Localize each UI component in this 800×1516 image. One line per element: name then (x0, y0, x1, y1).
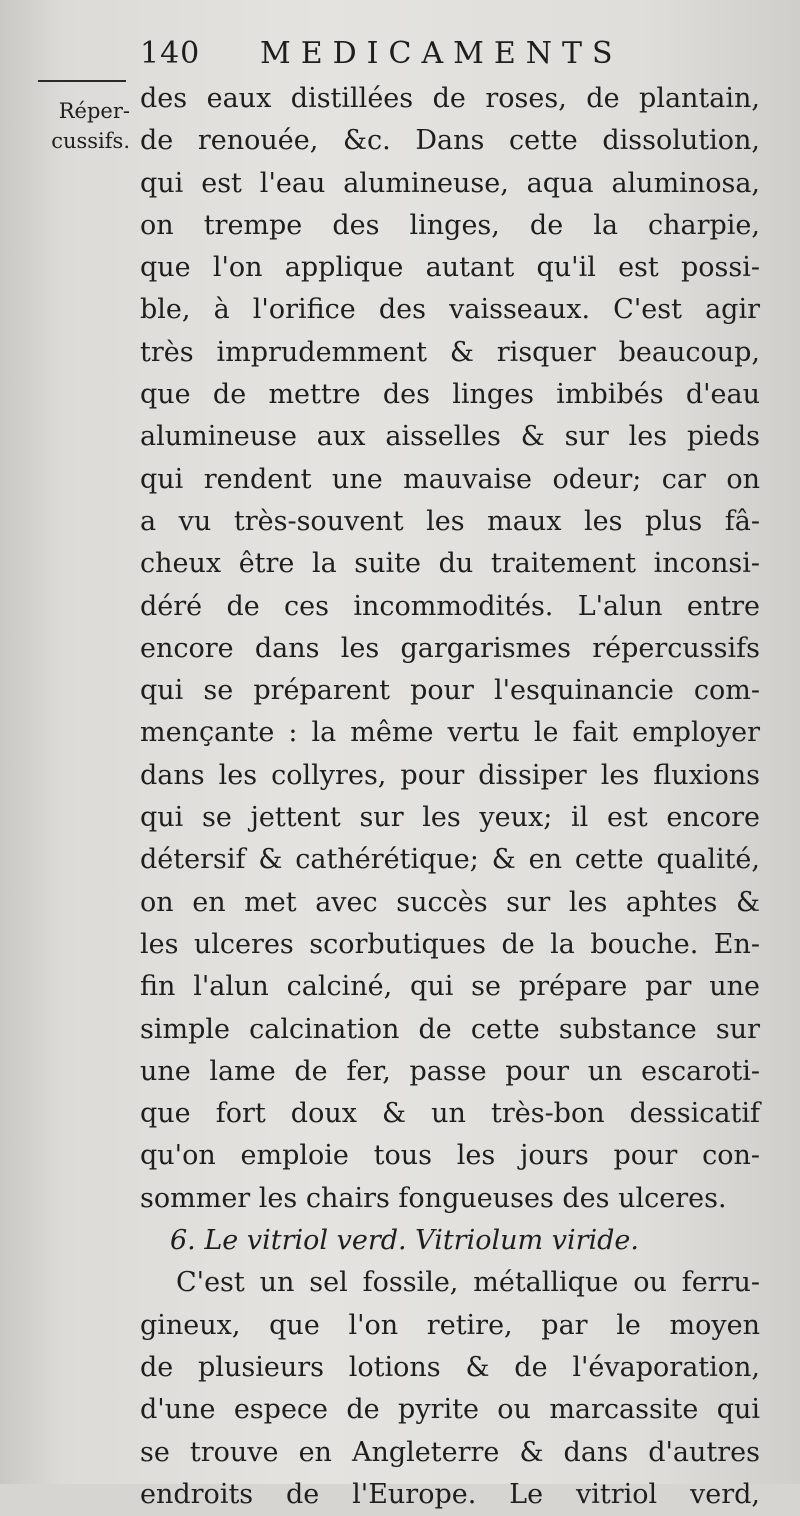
margin-note-line: cussifs. (51, 129, 130, 153)
text-line: une lame de fer, passe pour un escaroti- (140, 1055, 760, 1087)
text-line: sommer les chairs fongueuses des ulceres. (140, 1182, 727, 1214)
text-line: que fort doux & un très-bon dessicatif (140, 1098, 760, 1130)
text-line: simple calcination de cette substance sur (140, 1013, 760, 1045)
page-header (140, 36, 760, 76)
text-line: qu'on emploie tous les jours pour con- (140, 1140, 760, 1172)
text-line: alumineuse aux aisselles & sur les pieds (140, 421, 760, 453)
text-line: très imprudemment & risquer beaucoup, (140, 336, 760, 368)
text-line: cheux être la suite du traitement inconsi- (140, 548, 760, 580)
text-line: qui se jettent sur les yeux; il est encore (140, 802, 760, 834)
section-heading: 6. Le vitriol verd. Vitriolum viride. (170, 1225, 639, 1257)
text-line: on trempe des linges, de la charpie, (140, 209, 760, 241)
header-rule (38, 80, 126, 82)
text-line: détersif & cathérétique; & en cette qualité, (140, 844, 760, 876)
text-line: qui rendent une mauvaise odeur; car on (140, 463, 760, 495)
text-line: les ulceres scorbutiques de la bouche. En- (140, 928, 760, 960)
text-line: se trouve en Angleterre & dans d'autres (140, 1436, 760, 1468)
margin-note (26, 96, 130, 156)
text-line: a vu très-souvent les maux les plus fâ- (140, 505, 760, 537)
margin-note-line: Réper- (58, 99, 130, 123)
text-line: encore dans les gargarismes répercussifs (140, 632, 760, 664)
text-line: que de mettre des linges imbibés d'eau (140, 379, 760, 411)
text-line: qui est l'eau alumineuse, aqua aluminosa, (140, 167, 760, 199)
text-line: on en met avec succès sur les aphtes & (140, 886, 760, 918)
text-line: des eaux distillées de roses, de plantain, (140, 83, 760, 114)
body-text (140, 78, 760, 1516)
text-line: que l'on applique autant qu'il est possi- (140, 252, 760, 284)
page-number: 140 (140, 36, 201, 71)
text-line: de renouée, &c. Dans cette dissolution, (140, 125, 760, 157)
text-line: déré de ces incommodités. L'alun entre (140, 590, 760, 622)
text-line: qui se préparent pour l'esquinancie com- (140, 675, 760, 707)
text-line: gineux, que l'on retire, par le moyen (140, 1309, 760, 1341)
text-line: fin l'alun calciné, qui se prépare par une (140, 971, 760, 1003)
text-line: mençante : la même vertu le fait employer (140, 717, 760, 749)
running-head: MEDICAMENTS (260, 36, 623, 71)
text-line: endroits de l'Europe. Le vitriol verd, (140, 1478, 760, 1510)
text-line: C'est un sel fossile, métallique ou ferru- (176, 1267, 760, 1299)
text-line: d'une espece de pyrite ou marcassite qui (140, 1394, 760, 1426)
text-line: dans les collyres, pour dissiper les fluxions (140, 759, 760, 791)
text-line: de plusieurs lotions & de l'évaporation, (140, 1351, 760, 1383)
text-line: ble, à l'orifice des vaisseaux. C'est agir (140, 294, 760, 326)
